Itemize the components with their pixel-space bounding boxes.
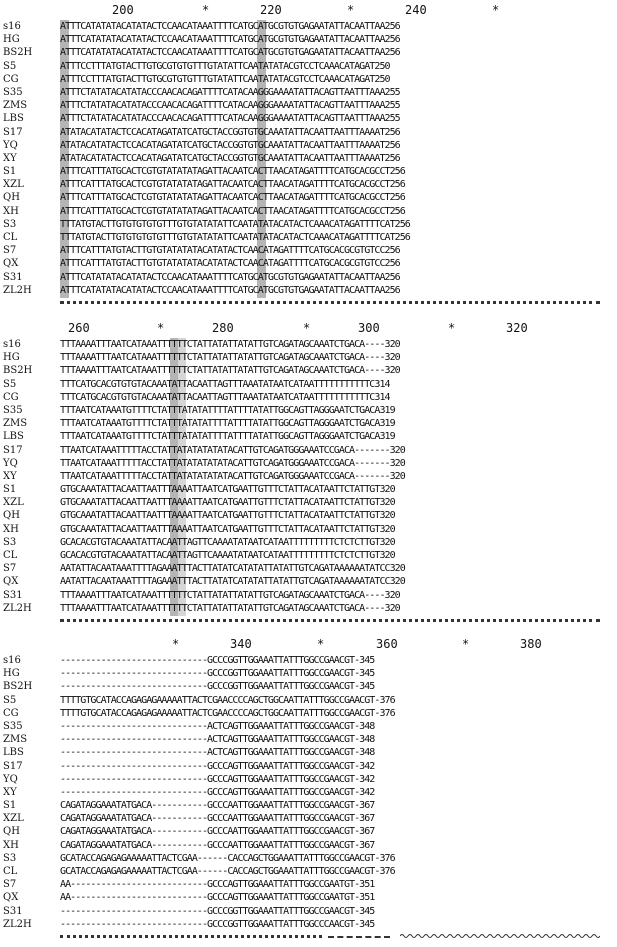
sequence-text: GCACACGTGTACAAATATTACAATTAGTTCAAAATATAATCATAATTTTTTTTTCTCTCTTGT320 — [60, 550, 395, 561]
sequence-name: ZL2H — [3, 284, 32, 296]
sequence-name: S35 — [3, 720, 23, 732]
sequence-name: S5 — [3, 694, 17, 706]
sequence-name: S5 — [3, 378, 17, 390]
sequence-row — [0, 562, 617, 575]
sequence-text: -----------------------------ACTCAGTTGGAAATTATTTGGCCGAACGT-348 — [60, 720, 375, 732]
sequence-name: CL — [3, 232, 18, 243]
sequence-text: ATATACATATACTCCACATAGATATCATGCTACCGGTGTGCAAATATTACAATTAATTTAAAAT256 — [60, 126, 400, 138]
sequence-row — [0, 865, 617, 878]
sequence-name: CG — [3, 707, 19, 719]
alignment-block-1 — [0, 2, 617, 297]
sequence-row — [0, 496, 617, 509]
sequence-name: S31 — [3, 271, 23, 283]
sequence-row — [0, 523, 617, 536]
sequence-text: TTTAATCATAAATGTTTTCTATTTATATATTTTATTTTATATTGGCAGTTAGGGAATCTGACA319 — [60, 418, 395, 430]
sequence-row — [0, 707, 617, 720]
sequence-row — [0, 602, 617, 615]
sequence-row — [0, 799, 617, 812]
ruler-label: 260 — [68, 321, 90, 335]
sequence-row — [0, 271, 617, 284]
sequence-row — [0, 733, 617, 746]
sequence-text: ATATACATATACTCCACATAGATATCATGCTACCGGTGTGCAAATATTACAATTAATTTAAAAT256 — [60, 152, 400, 164]
sequence-text: AA---------------------------GCCCAGTTGGAAATTATTTGGCCGAATGT-351 — [60, 879, 375, 891]
sequence-name: S3 — [3, 536, 17, 548]
sequence-name: QX — [3, 576, 19, 588]
sequence-name: S7 — [3, 879, 17, 891]
alignment-block-2 — [0, 320, 617, 615]
sequence-row — [0, 165, 617, 178]
sequence-rows — [0, 654, 617, 931]
sequence-row — [0, 218, 617, 231]
consensus-dotted-line — [60, 301, 600, 304]
sequence-text: GCATACCAGAGAGAAAAATTACTCGAA------CACCAGCTGGAAATTATTTGGCCGAACGT-376 — [60, 866, 395, 877]
sequence-name: S31 — [3, 905, 23, 917]
sequence-text: ATTTCATTTATGCACTCGTGTATATATAGATTACAATCACTTAACATAGATTTTCATGCACGCCT256 — [60, 166, 405, 178]
sequence-name: HG — [3, 352, 20, 364]
sequence-row — [0, 46, 617, 59]
sequence-row — [0, 483, 617, 496]
sequence-name: HG — [3, 668, 20, 680]
sequence-name: ZMS — [3, 100, 28, 112]
primer-dashed-line — [328, 936, 390, 938]
sequence-name: CG — [3, 73, 19, 85]
sequence-row — [0, 404, 617, 417]
sequence-row — [0, 694, 617, 707]
sequence-text: TTTAATCATAAATGTTTTCTATTTATATATTTTATTTTATATTGGCAGTTAGGGAATCTGACA319 — [60, 404, 395, 416]
sequence-name: XZL — [3, 813, 24, 825]
sequence-row — [0, 152, 617, 165]
sequence-text: ATTTCCTTTATGTACTTGTGCGTGTGTTTGTATATTCAATATATACGTCCTCAAACATAGAT250 — [60, 73, 390, 85]
sequence-row — [0, 20, 617, 33]
sequence-name: LBS — [3, 747, 24, 759]
sequence-text: ATTTCATTTATGTACTTGTGTATATATACATATACTCAACATAGATTTTCATGCACGCGTGTCC256 — [60, 258, 400, 270]
sequence-text: CAGATAGGAAATATGACA-----------GCCCAATTGGAAATTATTTGGCCGAACGT-367 — [60, 839, 375, 851]
sequence-name: XY — [3, 152, 17, 164]
alignment-block-3 — [0, 636, 617, 931]
sequence-row — [0, 244, 617, 257]
sequence-name: QX — [3, 892, 19, 904]
sequence-name: QX — [3, 258, 19, 270]
sequence-text: GTGCAAATATTACAATTAATTTAAAATTAATCATGAATTGTTTCTATTACATAATTCTATTGT320 — [60, 497, 395, 509]
sequence-name: S7 — [3, 245, 17, 257]
sequence-name: XZL — [3, 179, 24, 191]
sequence-text: -----------------------------GCCCAGTTGGAAATTATTTGGCCGAACGT-342 — [60, 786, 375, 798]
sequence-text: TTTAAAATTTAATCATAAATTTTTTCTATTATATTATATTGTCAGATAGCAAATCTGACA----320 — [60, 589, 400, 601]
sequence-name: LBS — [3, 431, 24, 443]
sequence-text: ATTTCATATATACATATACTCCAACATAAATTTTCATGCATGCGTGTGAGAATATTACAATTAA256 — [60, 47, 400, 59]
sequence-row — [0, 391, 617, 404]
sequence-row — [0, 139, 617, 152]
sequence-row — [0, 773, 617, 786]
sequence-row — [0, 338, 617, 351]
sequence-row — [0, 417, 617, 430]
ruler-label: 300 — [358, 321, 380, 335]
sequence-name: S3 — [3, 218, 17, 230]
sequence-row — [0, 918, 617, 931]
ruler-label: * — [317, 637, 325, 651]
sequence-name: XY — [3, 786, 17, 798]
sequence-name: QH — [3, 192, 20, 204]
ruler-label: 360 — [376, 637, 398, 651]
sequence-row — [0, 191, 617, 204]
sequence-name: YQ — [3, 773, 18, 785]
sequence-row — [0, 654, 617, 667]
sequence-text: AATATTACAATAAATTTTAGAAATTTACTTATATCATATATTATATTGTCAGATAAAAAATATCC320 — [60, 576, 405, 588]
sequence-text: CAGATAGGAAATATGACA-----------GCCCAATTGGAAATTATTTGGCCGAACGT-367 — [60, 800, 375, 812]
sequence-row — [0, 589, 617, 602]
sequence-text: ATTTCTATATACATATACCCAACACAGATTTTCATACAAGGGAAAATATTACAGTTAATTTAAA255 — [60, 113, 400, 125]
sequence-name: CL — [3, 866, 18, 877]
sequence-row — [0, 378, 617, 391]
sequence-row — [0, 86, 617, 99]
sequence-text: AATATTACAATAAATTTTAGAAATTTACTTATATCATATATTATATTGTCAGATAAAAAATATCC320 — [60, 563, 405, 575]
sequence-row — [0, 746, 617, 759]
sequence-text: TTTAAAATTTAATCATAAATTTTTTCTATTATATTATATTGTCAGATAGCAAATCTGACA----320 — [60, 339, 400, 350]
sequence-text: ATTTCATTTATGTACTTGTGTATATATACATATACTCAACATAGATTTTCATGCACGCGTGTCC256 — [60, 245, 400, 257]
sequence-text: -----------------------------ACTCAGTTGGAAATTATTTGGCCGAACGT-348 — [60, 747, 375, 759]
ruler-label: 200 — [112, 3, 134, 17]
sequence-row — [0, 73, 617, 86]
sequence-name: CG — [3, 391, 19, 403]
sequence-text: -----------------------------ACTCAGTTGGAAATTATTTGGCCGAACGT-348 — [60, 734, 375, 746]
primer-wavy-line — [400, 933, 600, 939]
sequence-text: ATTTCCTTTATGTACTTGTGCGTGTGTTTGTATATTCAATATATACGTCCTCAAACATAGAT250 — [60, 60, 390, 72]
sequence-text: -----------------------------GCCCGGTTGGAAATTATTTGGCCGAACGT-345 — [60, 668, 375, 680]
sequence-name: XY — [3, 470, 17, 482]
position-ruler — [0, 2, 617, 20]
position-ruler — [0, 320, 617, 338]
ruler-label: 340 — [230, 637, 252, 651]
sequence-text: ATTTCATATATACATATACTCCAACATAAATTTTCATGCATGCGTGTGAGAATATTACAATTAA256 — [60, 284, 400, 296]
ruler-label: * — [303, 321, 311, 335]
sequence-row — [0, 549, 617, 562]
sequence-text: TTTAAAATTTAATCATAAATTTTTTCTATTATATTATATTGTCAGATAGCAAATCTGACA----320 — [60, 352, 400, 364]
sequence-name: S1 — [3, 484, 17, 496]
sequence-name: S7 — [3, 563, 17, 575]
sequence-name: S1 — [3, 166, 17, 178]
sequence-name: XZL — [3, 497, 24, 509]
sequence-row — [0, 536, 617, 549]
sequence-name: S17 — [3, 444, 23, 456]
sequence-row — [0, 825, 617, 838]
sequence-name: ZL2H — [3, 602, 32, 614]
sequence-name: S35 — [3, 404, 23, 416]
sequence-text: AA---------------------------GCCCAGTTGGAAATTATTTGGCCGAATGT-351 — [60, 892, 375, 904]
sequence-row — [0, 720, 617, 733]
sequence-name: YQ — [3, 139, 18, 151]
sequence-row — [0, 126, 617, 139]
sequence-text: TTTTGTGCATACCAGAGAGAAAAATTACTCGAACCCCAGCTGGCAATTATTTGGCCGAACGT-376 — [60, 707, 395, 719]
sequence-text: ATTTCATTTATGCACTCGTGTATATATAGATTACAATCACTTAACATAGATTTTCATGCACGCCT256 — [60, 205, 405, 217]
sequence-text: -----------------------------GCCCGGTTGGAAATTATTTGGCCGAACGT-345 — [60, 655, 375, 666]
sequence-name: S31 — [3, 589, 23, 601]
sequence-text: TTTCATGCACGTGTGTACAAATATTACAATTAGTTTAAATATAATCATAATTTTTTTTTTTC314 — [60, 378, 390, 390]
sequence-row — [0, 430, 617, 443]
sequence-text: -----------------------------GCCCGGTTGGAAATTATTTGGCCGAACGT-345 — [60, 681, 375, 693]
sequence-name: YQ — [3, 457, 18, 469]
sequence-text: CAGATAGGAAATATGACA-----------GCCCAATTGGAAATTATTTGGCCGAACGT-367 — [60, 826, 375, 838]
ruler-label: * — [462, 637, 470, 651]
sequence-row — [0, 760, 617, 773]
sequence-name: XH — [3, 205, 19, 217]
sequence-text: ATTTCATATATACATATACTCCAACATAAATTTTCATGCATGCGTGTGAGAATATTACAATTAA256 — [60, 21, 400, 32]
sequence-name: BS2H — [3, 47, 33, 59]
sequence-text: GTGCAAATATTACAATTAATTTAAAATTAATCATGAATTGTTTCTATTACATAATTCTATTGT320 — [60, 484, 395, 496]
sequence-row — [0, 667, 617, 680]
ruler-label: * — [347, 3, 355, 17]
sequence-text: TTTAAAATTTAATCATAAATTTTTTCTATTATATTATATTGTCAGATAGCAAATCTGACA----320 — [60, 365, 400, 377]
sequence-text: TTTCATGCACGTGTGTACAAATATTACAATTAGTTTAAATATAATCATAATTTTTTTTTTTC314 — [60, 391, 390, 403]
ruler-label: * — [157, 321, 165, 335]
sequence-name: s16 — [3, 655, 21, 666]
sequence-row — [0, 852, 617, 865]
sequence-row — [0, 509, 617, 522]
sequence-name: ZMS — [3, 734, 28, 746]
sequence-name: BS2H — [3, 365, 33, 377]
ruler-label: 320 — [506, 321, 528, 335]
ruler-label: * — [172, 637, 180, 651]
sequence-text: TTTATGTACTTGTGTGTGTGTTTGTGTATATATTCAATATATACATACTCAAACATAGATTTTCAT256 — [60, 232, 410, 243]
sequence-name: CL — [3, 550, 18, 561]
sequence-row — [0, 457, 617, 470]
sequence-text: TTAATCATAAATTTTTACCTATTATATATATATACATTGTCAGATGGGAAATCCGACA-------320 — [60, 444, 405, 456]
sequence-text: GTGCAAATATTACAATTAATTTAAAATTAATCATGAATTGTTTCTATTACATAATTCTATTGT320 — [60, 510, 395, 522]
sequence-row — [0, 444, 617, 457]
sequence-row — [0, 470, 617, 483]
sequence-name: HG — [3, 34, 20, 46]
sequence-name: s16 — [3, 339, 21, 350]
sequence-text: -----------------------------GCCCAGTTGGAAATTATTTGGCCGAACGT-342 — [60, 773, 375, 785]
sequence-row — [0, 284, 617, 297]
sequence-text: ATATACATATACTCCACATAGATATCATGCTACCGGTGTGCAAATATTACAATTAATTTAAAAT256 — [60, 139, 400, 151]
sequence-name: s16 — [3, 21, 21, 32]
sequence-row — [0, 351, 617, 364]
sequence-text: TTTAATCATAAATGTTTTCTATTTATATATTTTATTTTATATTGGCAGTTAGGGAATCTGACA319 — [60, 431, 395, 443]
sequence-name: XH — [3, 839, 19, 851]
sequence-text: ATTTCATTTATGCACTCGTGTATATATAGATTACAATCACTTAACATAGATTTTCATGCACGCCT256 — [60, 192, 405, 204]
sequence-text: -----------------------------GCCCGGTTGGAAATTATTTGGCCGAACGT-345 — [60, 905, 375, 917]
sequence-row — [0, 231, 617, 244]
sequence-row — [0, 905, 617, 918]
sequence-text: GTGCAAATATTACAATTAATTTAAAATTAATCATGAATTGTTTCTATTACATAATTCTATTGT320 — [60, 523, 395, 535]
sequence-row — [0, 364, 617, 377]
sequence-text: -----------------------------GCCCGGTTGGAAATTATTTGGCCCAACGT-345 — [60, 918, 375, 930]
sequence-row — [0, 839, 617, 852]
sequence-row — [0, 99, 617, 112]
sequence-name: XH — [3, 523, 19, 535]
sequence-text: ATTTCATTTATGCACTCGTGTATATATAGATTACAATCACTTAACATAGATTTTCATGCACGCCT256 — [60, 179, 405, 191]
sequence-row — [0, 178, 617, 191]
sequence-name: LBS — [3, 113, 24, 125]
sequence-text: CAGATAGGAAATATGACA-----------GCCCAATTGGAAATTATTTGGCCGAACGT-367 — [60, 813, 375, 825]
sequence-name: S1 — [3, 800, 17, 812]
sequence-row — [0, 680, 617, 693]
sequence-row — [0, 891, 617, 904]
sequence-row — [0, 878, 617, 891]
primer-dotted-line — [60, 935, 322, 938]
sequence-name: ZMS — [3, 418, 28, 430]
ruler-label: 380 — [520, 637, 542, 651]
sequence-name: QH — [3, 826, 20, 838]
sequence-text: TTTATGTACTTGTGTGTGTGTTTGTGTATATATTCAATATATACATACTCAAACATAGATTTTCAT256 — [60, 218, 410, 230]
sequence-text: ATTTCATATATACATATACTCCAACATAAATTTTCATGCATGCGTGTGAGAATATTACAATTAA256 — [60, 34, 400, 46]
sequence-text: ATTTCATATATACATATACTCCAACATAAATTTTCATGCATGCGTGTGAGAATATTACAATTAA256 — [60, 271, 400, 283]
ruler-label: 220 — [260, 3, 282, 17]
sequence-name: BS2H — [3, 681, 33, 693]
sequence-text: TTTAAAATTTAATCATAAATTTTTTCTATTATATTATATTGTCAGATAGCAAATCTGACA----320 — [60, 602, 400, 614]
sequence-row — [0, 257, 617, 270]
sequence-rows — [0, 338, 617, 615]
sequence-text: GCACACGTGTACAAATATTACAATTAGTTCAAAATATAATCATAATTTTTTTTTCTCTCTTGT320 — [60, 536, 395, 548]
sequence-text: ATTTCTATATACATATACCCAACACAGATTTTCATACAAGGGAAAATATTACAGTTAATTTAAA255 — [60, 86, 400, 98]
ruler-label: * — [202, 3, 210, 17]
sequence-row — [0, 786, 617, 799]
sequence-name: S17 — [3, 760, 23, 772]
sequence-row — [0, 60, 617, 73]
sequence-row — [0, 33, 617, 46]
sequence-text: TTTTGTGCATACCAGAGAGAAAAATTACTCGAACCCCAGCTGGCAATTATTTGGCCGAACGT-376 — [60, 694, 395, 706]
sequence-row — [0, 205, 617, 218]
position-ruler — [0, 636, 617, 654]
ruler-label: * — [448, 321, 456, 335]
sequence-row — [0, 112, 617, 125]
consensus-dotted-line — [60, 619, 600, 622]
sequence-name: S17 — [3, 126, 23, 138]
sequence-row — [0, 812, 617, 825]
ruler-label: 240 — [405, 3, 427, 17]
sequence-text: TTAATCATAAATTTTTACCTATTATATATATATACATTGTCAGATGGGAAATCCGACA-------320 — [60, 470, 405, 482]
sequence-rows — [0, 20, 617, 297]
sequence-name: S5 — [3, 60, 17, 72]
sequence-name: S3 — [3, 852, 17, 864]
sequence-text: GCATACCAGAGAGAAAAATTACTCGAA------CACCAGCTGGAAATTATTTGGCCGAACGT-376 — [60, 852, 395, 864]
ruler-label: * — [492, 3, 500, 17]
sequence-text: TTAATCATAAATTTTTACCTATTATATATATATACATTGTCAGATGGGAAATCCGACA-------320 — [60, 457, 405, 469]
sequence-text: -----------------------------GCCCAGTTGGAAATTATTTGGCCGAACGT-342 — [60, 760, 375, 772]
sequence-name: QH — [3, 510, 20, 522]
ruler-label: 280 — [212, 321, 234, 335]
sequence-name: ZL2H — [3, 918, 32, 930]
sequence-text: ATTTCTATATACATATACCCAACACAGATTTTCATACAAGGGAAAATATTACAGTTAATTTAAA255 — [60, 100, 400, 112]
sequence-name: S35 — [3, 86, 23, 98]
sequence-row — [0, 575, 617, 588]
